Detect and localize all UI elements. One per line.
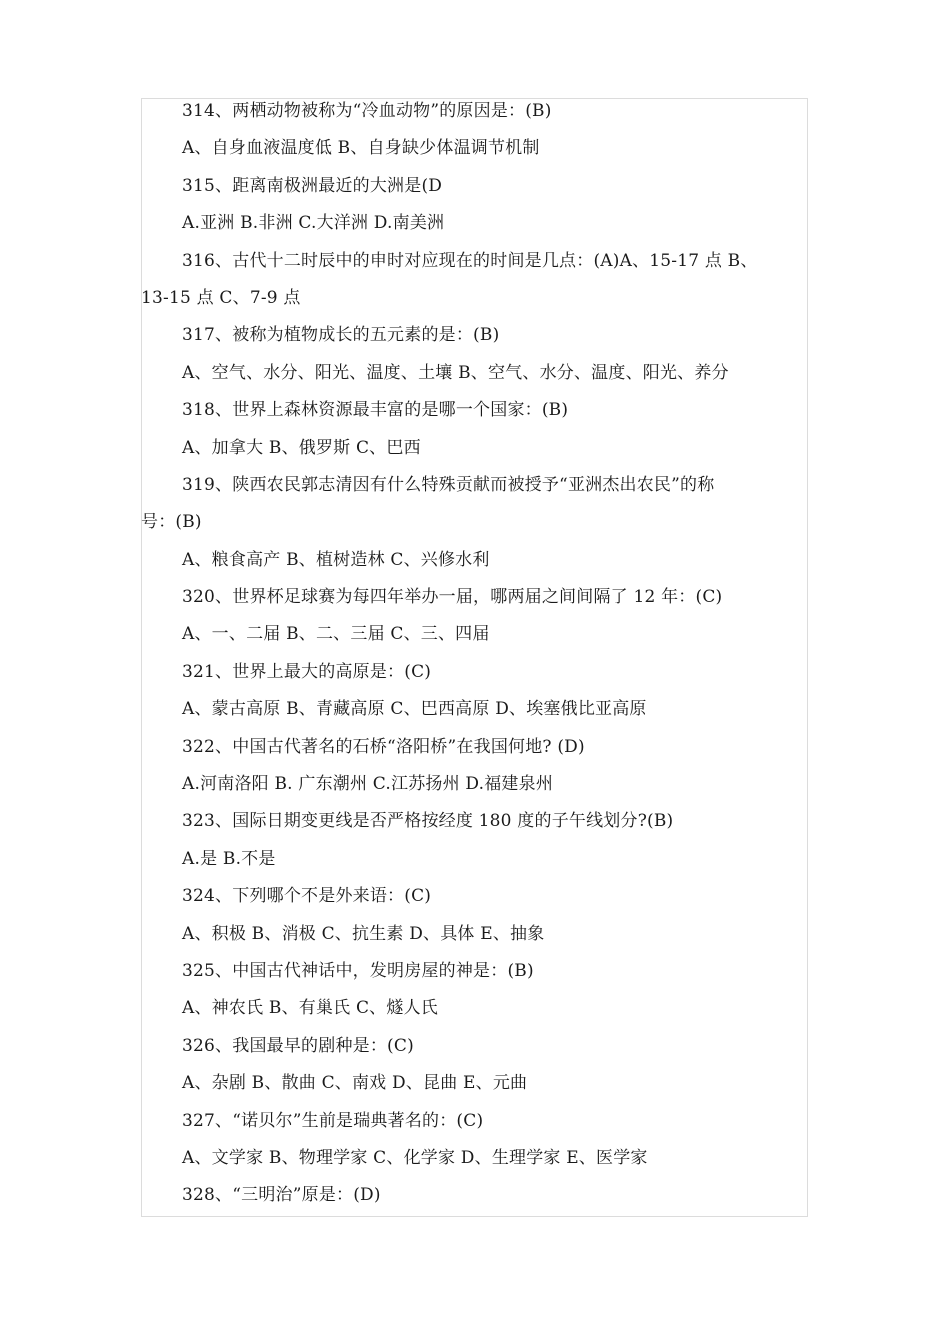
text-line: 322、中国古代著名的石桥“洛阳桥”在我国何地? (D) [182, 736, 585, 757]
text-line: 321、世界上最大的高原是：(C) [182, 661, 432, 682]
text-line: 314、两栖动物被称为“冷血动物”的原因是：(B) [182, 101, 552, 121]
text-line: A、自身血液温度低 B、自身缺少体温调节机制 [182, 138, 540, 159]
text-line: 326、我国最早的剧种是：(C) [182, 1035, 414, 1056]
text-line: A、粮食高产 B、植树造林 C、兴修水利 [182, 549, 490, 570]
text-line: 320、世界杯足球赛为每四年举办一届，哪两届之间间隔了 12 年：(C) [182, 587, 723, 608]
text-line: 号：(B) [141, 512, 202, 533]
text-line: 13-15 点 C、7-9 点 [141, 287, 301, 308]
text-line: 327、“诺贝尔”生前是瑞典著名的：(C) [182, 1110, 484, 1131]
text-line: A、积极 B、消极 C、抗生素 D、具体 E、抽象 [182, 923, 545, 944]
text-line: A、杂剧 B、散曲 C、南戏 D、昆曲 E、元曲 [182, 1073, 528, 1094]
text-line: 318、世界上森林资源最丰富的是哪一个国家：(B) [182, 400, 569, 421]
text-line: 317、被称为植物成长的五元素的是：(B) [182, 325, 500, 346]
text-line: A、文学家 B、物理学家 C、化学家 D、生理学家 E、医学家 [182, 1147, 648, 1168]
text-line: A、神农氏 B、有巢氏 C、燧人氏 [182, 998, 438, 1019]
text-line: A.亚洲 B.非洲 C.大洋洲 D.南美洲 [182, 213, 445, 234]
text-line: A.河南洛阳 B. 广东潮州 C.江苏扬州 D.福建泉州 [182, 774, 554, 795]
text-line: A、一、二届 B、二、三届 C、三、四届 [182, 624, 490, 645]
text-line: 315、距离南极洲最近的大洲是(D [182, 175, 443, 196]
text-line: 323、国际日期变更线是否严格按经度 180 度的子午线划分?(B) [182, 811, 674, 832]
text-line: A.是 B.不是 [182, 848, 276, 869]
text-line: A、加拿大 B、俄罗斯 C、巴西 [182, 437, 421, 458]
text-line: A、蒙古高原 B、青藏高原 C、巴西高原 D、埃塞俄比亚高原 [182, 699, 647, 720]
text-line: 328、“三明治”原是：(D) [182, 1185, 381, 1206]
text-line: 325、中国古代神话中，发明房屋的神是：(B) [182, 960, 534, 981]
text-line: 319、陕西农民郭志清因有什么特殊贡献而被授予“亚洲杰出农民”的称 [182, 474, 715, 495]
document-body [141, 93, 803, 1215]
text-line: 324、下列哪个不是外来语：(C) [182, 886, 432, 907]
text-line: A、空气、水分、阳光、温度、土壤 B、空气、水分、温度、阳光、养分 [182, 362, 729, 383]
text-line: 316、古代十二时辰中的申时对应现在的时间是几点：(A)A、15-17 点 B、 [182, 250, 758, 271]
